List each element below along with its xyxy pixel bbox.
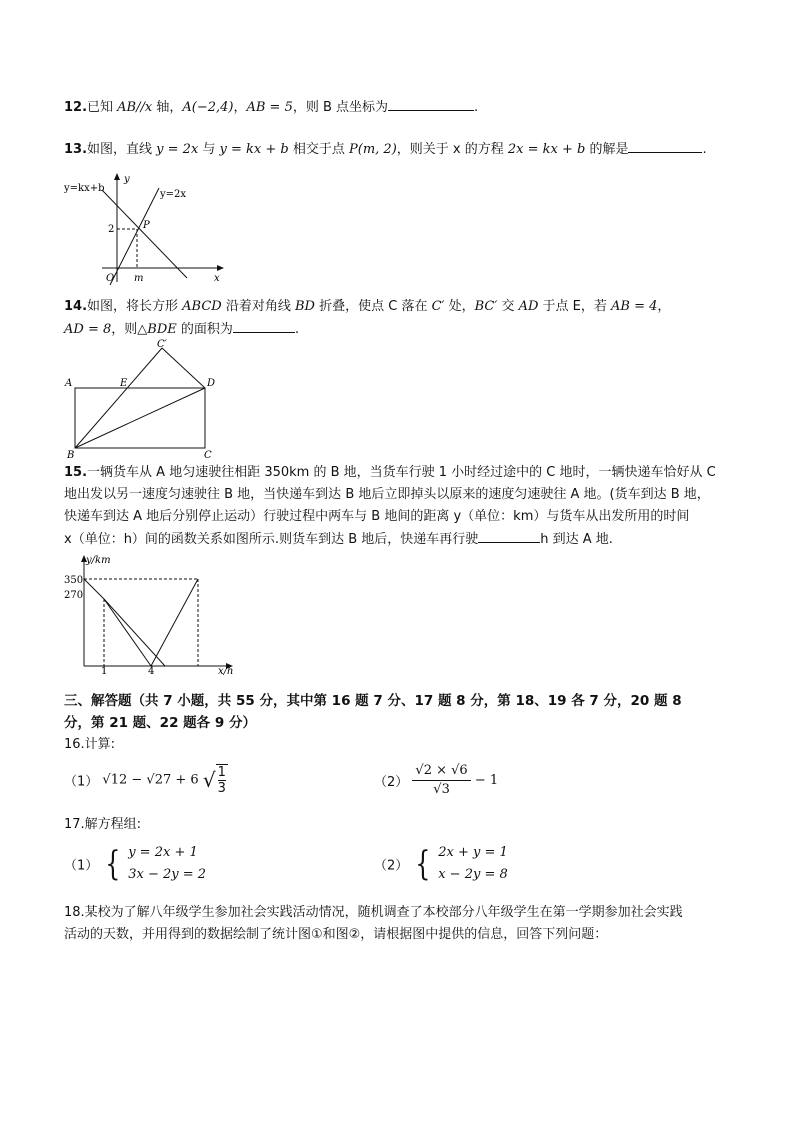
label-origin: O — [106, 273, 115, 284]
q17-part-2 — [374, 842, 508, 886]
math: AB//x — [117, 100, 153, 115]
label-E: E — [120, 378, 128, 389]
math: P(m, 2) — [349, 142, 397, 157]
tick-350: 350 — [64, 575, 84, 586]
question-title: 17.解方程组: — [64, 817, 142, 832]
question-12 — [64, 96, 736, 119]
text-line: 地出发以另一速度匀速驶往 B 地，当快递车到达 B 地后立即掉头以原来的速度匀速驶往 A 地。(货车到达 B 地， — [64, 487, 710, 502]
figure-15 — [62, 552, 242, 676]
label-C: C — [204, 450, 212, 461]
math: − 1 — [474, 773, 499, 788]
text: 的面积为 — [176, 322, 233, 337]
truck-segment-2 — [104, 599, 165, 666]
equation: x − 2y = 8 — [438, 867, 508, 882]
text: 于点 E，若 — [538, 299, 612, 314]
math: AD = 8 — [64, 322, 112, 337]
brace-icon: { — [415, 844, 431, 884]
courier-segment-2 — [151, 579, 198, 666]
question-15 — [64, 462, 736, 551]
text: 轴， — [152, 100, 183, 115]
text: x（单位：h）间的函数关系如图所示.则货车到达 B 地后，快递车再行驶 — [64, 532, 479, 547]
text: 沿着对角线 — [221, 299, 295, 314]
math: √12 − √27 + 6 — [102, 772, 199, 788]
part-label: （2） — [374, 858, 409, 874]
section-heading — [64, 690, 736, 734]
label-2x: y=2x — [160, 189, 187, 200]
text: h 到达 A 地. — [540, 532, 613, 547]
text: 交 — [497, 299, 519, 314]
label-A: A — [65, 378, 73, 389]
period: . — [474, 100, 479, 115]
question-18 — [64, 902, 736, 946]
brace-icon: { — [105, 844, 121, 884]
math: C′ — [431, 299, 445, 314]
text: 与 — [198, 142, 220, 157]
label-B: B — [67, 450, 75, 461]
answer-blank[interactable] — [388, 96, 474, 111]
text-line: 18.某校为了解八年级学生参加社会实践活动情况，随机调查了本校部分八年级学生在第一学期参加社会实践 — [64, 905, 683, 920]
equation: 3x − 2y = 2 — [128, 867, 207, 882]
heading-line: 三、解答题（共 7 小题，共 55 分，其中第 16 题 7 分、17 题 8 分，第 18、19 各 7 分，20 题 8 — [64, 693, 682, 709]
question-number: 14. — [64, 299, 88, 314]
label-D: D — [207, 378, 216, 389]
label-C-prime: C′ — [157, 339, 167, 350]
sqrt-fraction — [216, 764, 228, 796]
text: 相交于点 — [288, 142, 350, 157]
part-label: （1） — [64, 858, 99, 874]
numerator: √2 × √6 — [412, 762, 470, 781]
equation: 2x + y = 1 — [438, 845, 508, 860]
question-16-title — [64, 734, 736, 756]
text: 如图，直线 — [87, 142, 157, 157]
figure-14 — [62, 338, 222, 462]
q16-part-1 — [64, 764, 228, 796]
text: ，则 — [111, 322, 138, 337]
segment-bc1 — [75, 348, 162, 448]
math: ABCD — [182, 299, 222, 314]
answer-blank[interactable] — [478, 528, 540, 543]
figure-13 — [62, 170, 232, 290]
math: △BDE — [137, 322, 177, 337]
truck-segment-1 — [84, 579, 104, 599]
text: ， — [233, 100, 247, 115]
denominator: √3 — [433, 782, 450, 797]
text: 如图，将长方形 — [87, 299, 183, 314]
denominator: 3 — [217, 781, 226, 796]
math: AB = 5 — [246, 100, 293, 115]
math: AD — [518, 299, 539, 314]
label-tick-2: 2 — [108, 224, 115, 235]
label-x: x — [214, 273, 220, 284]
math: y = kx + b — [219, 142, 289, 157]
equation-system — [128, 842, 206, 886]
question-number: 12. — [64, 100, 88, 115]
text: ，则关于 x 的方程 — [396, 142, 508, 157]
period: . — [294, 322, 300, 337]
x-axis-arrow — [217, 265, 224, 271]
fraction — [412, 762, 470, 799]
period: . — [702, 142, 707, 157]
tick-1: 1 — [101, 666, 108, 676]
segment-c1d — [162, 348, 205, 388]
label-y: y — [124, 174, 130, 185]
question-13 — [64, 138, 736, 161]
answer-blank[interactable] — [628, 138, 702, 153]
text: ， — [657, 299, 671, 314]
tick-4: 4 — [148, 666, 155, 676]
courier-segment-1 — [104, 599, 151, 666]
question-number: 15. — [64, 465, 88, 480]
text: 已知 — [87, 100, 118, 115]
label-kx-b: y=kx+b — [64, 183, 105, 194]
math: A(−2,4) — [182, 100, 234, 115]
q16-part-2 — [374, 762, 498, 799]
text: ，则 B 点坐标为 — [292, 100, 389, 115]
line-kx-b — [102, 190, 187, 278]
answer-blank[interactable] — [233, 318, 295, 333]
y-axis-arrow — [114, 173, 120, 180]
diagonal-bd — [75, 388, 205, 448]
part-label: （1） — [64, 774, 99, 790]
tick-270: 270 — [64, 590, 84, 601]
math: 2x = kx + b — [507, 142, 586, 157]
equation-system — [438, 842, 508, 886]
math: BD — [295, 299, 315, 314]
question-number: 13. — [64, 142, 88, 157]
part-label: （2） — [374, 775, 409, 790]
label-y: y/km — [86, 555, 111, 566]
text-line: 一辆货车从 A 地匀速驶往相距 350km 的 B 地，当货车行驶 1 小时经过途中的 C 地时，一辆快递车恰好从 C — [87, 465, 716, 480]
text-line: 活动的天数，并用得到的数据绘制了统计图①和图②，请根据图中提供的信息，回答下列问题： — [64, 927, 608, 942]
q17-part-1 — [64, 842, 206, 886]
text: 的解是 — [585, 142, 629, 157]
sqrt-icon: √ — [202, 768, 216, 792]
math: y = 2x — [156, 142, 199, 157]
question-17-title — [64, 814, 736, 836]
question-14 — [64, 296, 736, 341]
math: BC′ — [474, 299, 498, 314]
label-P: P — [143, 220, 150, 231]
equation: y = 2x + 1 — [128, 845, 198, 860]
text-line: 快递车到达 A 地后分别停止运动）行驶过程中两车与 B 地间的距离 y（单位：km）与货车从出发所用的时间 — [64, 509, 690, 524]
text: 处， — [444, 299, 475, 314]
question-title: 16.计算: — [64, 737, 116, 752]
heading-line: 分，第 21 题、22 题各 9 分） — [64, 715, 256, 731]
numerator: 1 — [217, 765, 226, 780]
label-m: m — [134, 273, 144, 284]
label-x: x/h — [218, 666, 234, 676]
text: 折叠，使点 C 落在 — [314, 299, 432, 314]
math: AB = 4 — [611, 299, 658, 314]
